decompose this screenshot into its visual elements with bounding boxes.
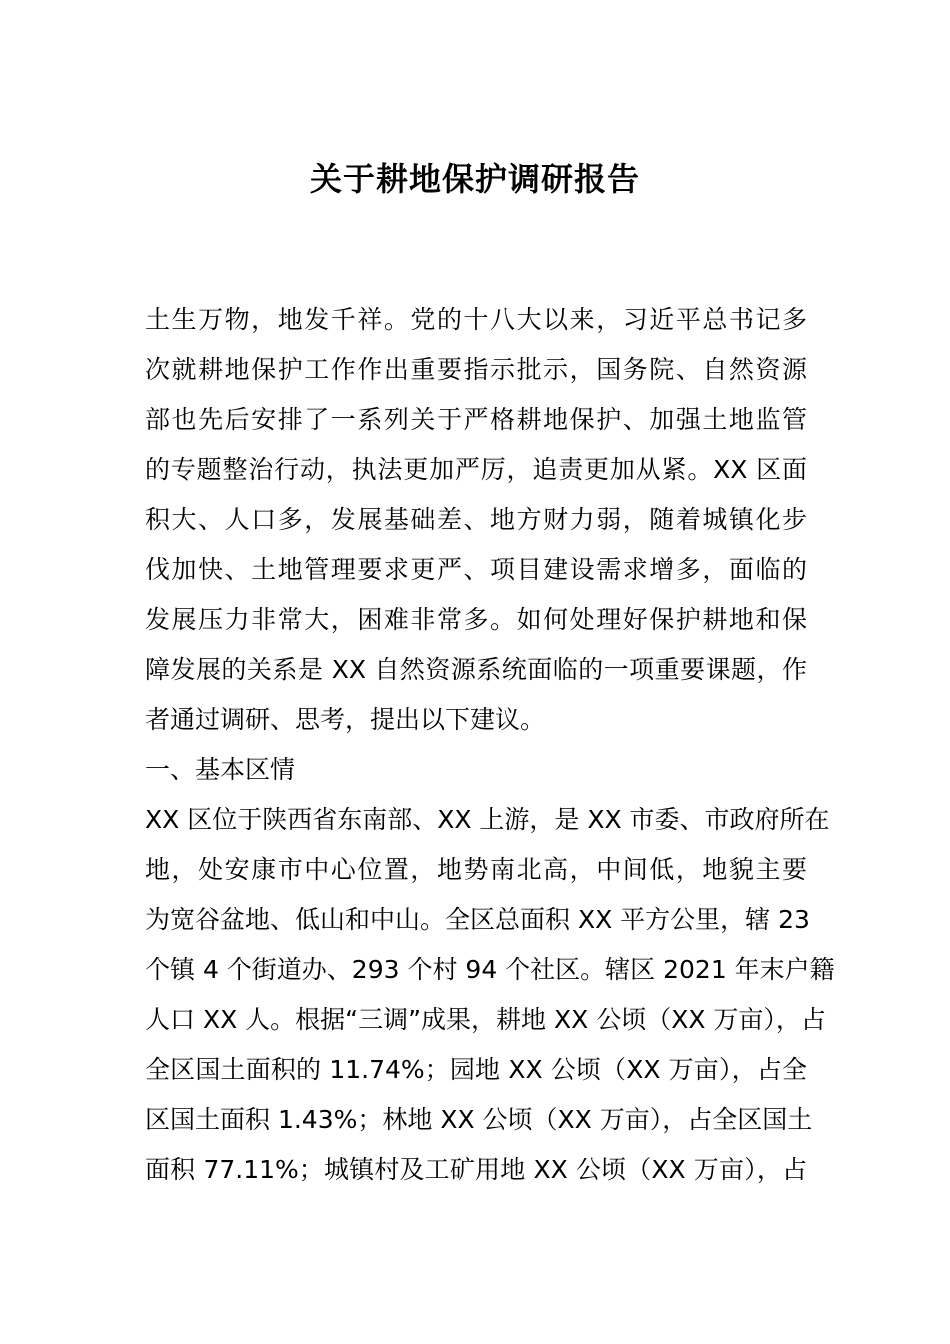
body-line: 发展压力非常大，困难非常多。如何处理好保护耕地和保 (145, 605, 807, 634)
body-line: 的专题整治行动，执法更加严厉，追责更加从紧。XX 区面 (145, 455, 807, 484)
body-line: 次就耕地保护工作作出重要指示批示，国务院、自然资源 (145, 355, 807, 384)
body-line: 者通过调研、思考，提出以下建议。 (145, 705, 546, 734)
body-line: 积大、人口多，发展基础差、地方财力弱，随着城镇化步 (145, 505, 807, 534)
body-line: 面积 77.11%；城镇村及工矿用地 XX 公顷（XX 万亩），占 (145, 1155, 807, 1184)
body-line: 区国土面积 1.43%；林地 XX 公顷（XX 万亩），占全区国土 (145, 1105, 813, 1134)
section-heading: 一、基本区情 (145, 755, 296, 784)
document-title: 关于耕地保护调研报告 (309, 160, 640, 198)
body-line: XX 区位于陕西省东南部、XX 上游，是 XX 市委、市政府所在 (145, 805, 830, 834)
body-line: 人口 XX 人。根据“三调”成果，耕地 XX 公顷（XX 万亩），占 (145, 1005, 826, 1034)
body-line: 伐加快、土地管理要求更严、项目建设需求增多，面临的 (145, 555, 807, 584)
body-line: 为宽谷盆地、低山和中山。全区总面积 XX 平方公里，辖 23 (145, 905, 810, 934)
body-line: 土生万物，地发千祥。党的十八大以来，习近平总书记多 (145, 305, 807, 334)
body-line: 障发展的关系是 XX 自然资源系统面临的一项重要课题，作 (145, 655, 807, 684)
body-line: 全区国土面积的 11.74%；园地 XX 公顷（XX 万亩），占全 (145, 1055, 807, 1084)
body-line: 部也先后安排了一系列关于严格耕地保护、加强土地监管 (145, 405, 807, 434)
body-line: 地，处安康市中心位置，地势南北高，中间低，地貌主要 (145, 855, 807, 884)
body-line: 个镇 4 个街道办、293 个村 94 个社区。辖区 2021 年末户籍 (145, 955, 835, 984)
